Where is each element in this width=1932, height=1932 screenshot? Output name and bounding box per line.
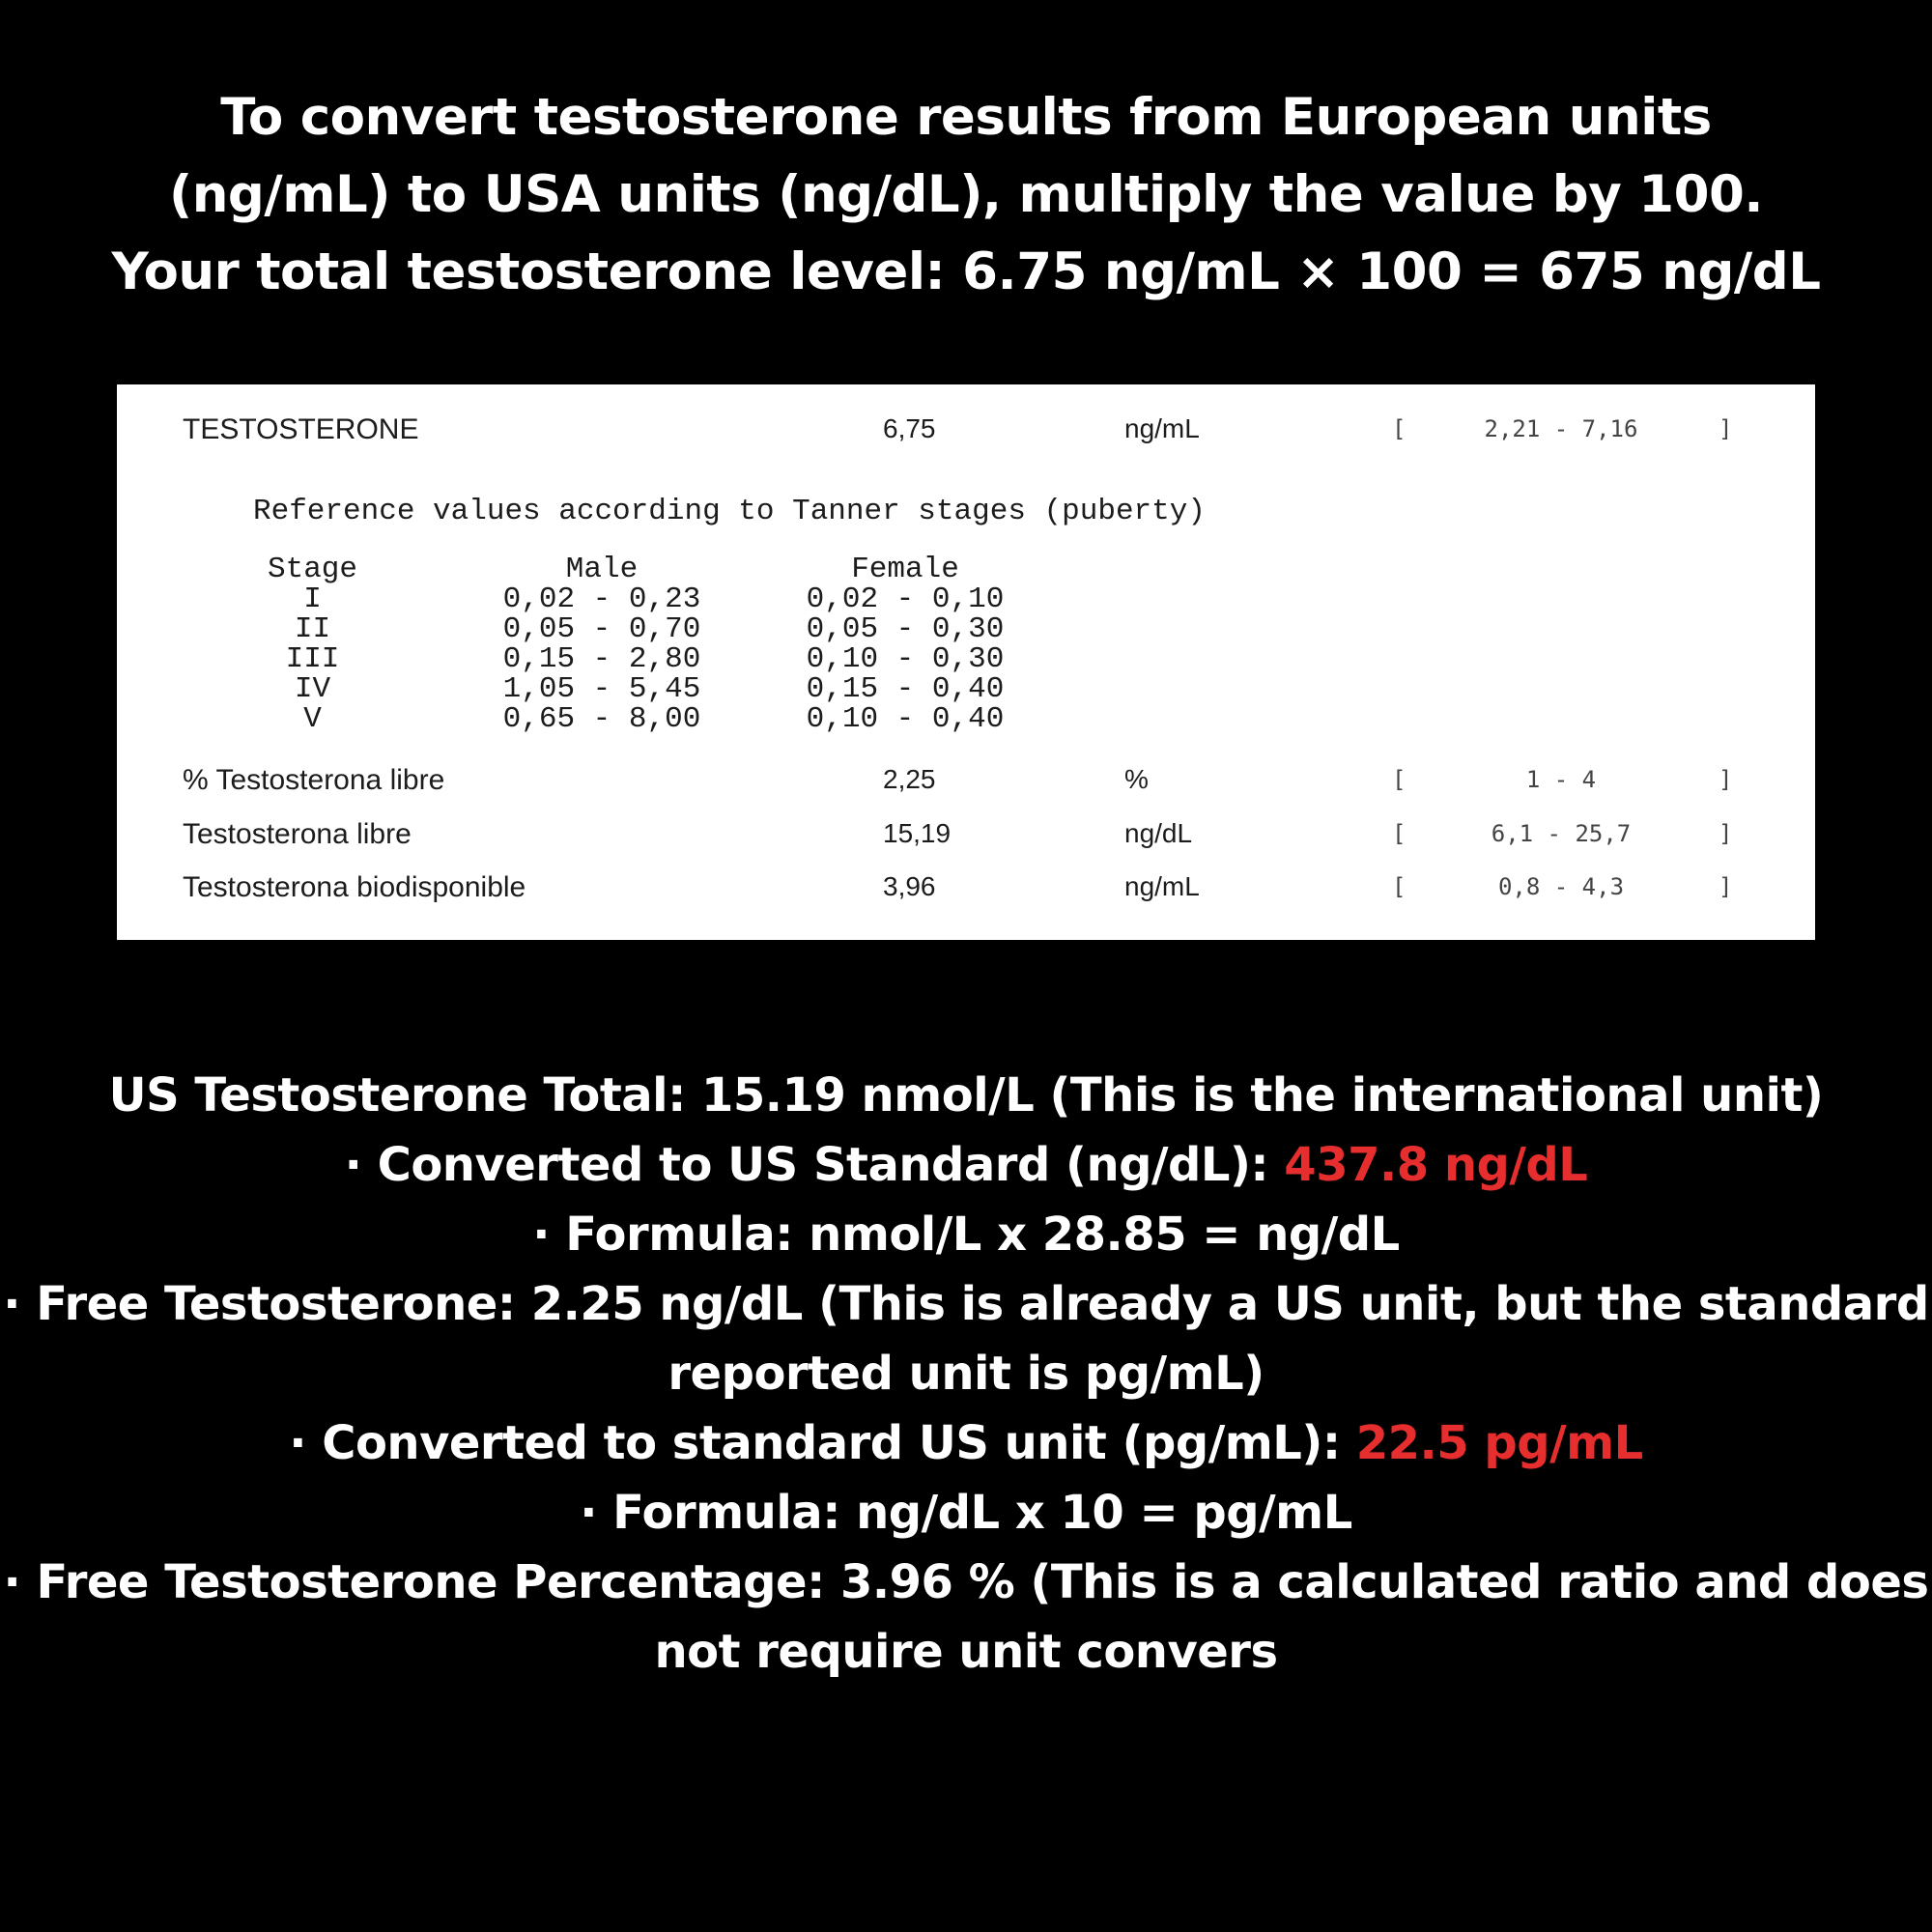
tanner-male: 1,05 - 5,45: [502, 672, 701, 706]
pct-free-name: % Testosterona libre: [183, 764, 445, 796]
tanner-row: [117, 644, 1815, 674]
free-unit: ng/dL: [1124, 818, 1193, 848]
note-line-6: [0, 1408, 1932, 1478]
tanner-stage: IV: [294, 672, 331, 706]
bio-row: [117, 871, 1815, 910]
range-bracket-open: [: [1392, 820, 1406, 847]
pct-free-range: 1 - 4: [1525, 766, 1597, 793]
tanner-male: 0,02 - 0,23: [502, 582, 701, 616]
note-line-8: · Free Testosterone Percentage: 3.96 % (This is a calculated ratio and does: [3, 1555, 1929, 1609]
tanner-header-row: [117, 554, 1815, 584]
tanner-female: 0,10 - 0,40: [806, 702, 1005, 736]
free-name: Testosterona libre: [183, 818, 412, 850]
range-bracket-close: ]: [1719, 766, 1733, 793]
tanner-male: 0,65 - 8,00: [502, 702, 701, 736]
range-bracket-close: ]: [1719, 873, 1733, 900]
tanner-stage: II: [294, 612, 331, 646]
free-value: 15,19: [883, 818, 952, 848]
note-line-7: · Formula: ng/dL x 10 = pg/mL: [580, 1486, 1352, 1540]
conversion-notes: [0, 1061, 1932, 1687]
tanner-female: 0,05 - 0,30: [806, 612, 1005, 646]
note-line-3: · Formula: nmol/L x 28.85 = ng/dL: [532, 1208, 1400, 1262]
tanner-header-stage: Stage: [267, 553, 357, 586]
tanner-header-female: Female: [851, 553, 959, 586]
tanner-male: 0,15 - 2,80: [502, 642, 701, 676]
testosterone-unit: ng/mL: [1124, 413, 1200, 443]
bio-range: 0,8 - 4,3: [1497, 873, 1625, 900]
tanner-female: 0,02 - 0,10: [806, 582, 1005, 616]
note-line-9: not require unit convers: [654, 1625, 1278, 1679]
range-bracket-open: [: [1392, 766, 1406, 793]
header-line-2: (ng/mL) to USA units (ng/dL), multiply the value by 100.: [168, 165, 1764, 224]
testosterone-range: 2,21 - 7,16: [1484, 415, 1638, 442]
tanner-stage: V: [303, 702, 322, 736]
tanner-row: [117, 584, 1815, 614]
note-line-2: [0, 1130, 1932, 1200]
converted-free-value: 22.5 pg/mL: [1355, 1416, 1643, 1470]
testosterone-value: 6,75: [883, 413, 936, 443]
testosterone-name: TESTOSTERONE: [183, 413, 419, 445]
tanner-row: [117, 614, 1815, 644]
pct-free-row: [117, 764, 1815, 803]
header-line-3: Your total testosterone level: 6.75 ng/mL × 100 = 675 ng/dL: [111, 242, 1821, 301]
tanner-stage: III: [285, 642, 340, 676]
pct-free-value: 2,25: [883, 764, 936, 794]
free-range: 6,1 - 25,7: [1491, 820, 1632, 847]
tanner-header-male: Male: [565, 553, 639, 586]
bio-name: Testosterona biodisponible: [183, 871, 526, 903]
tanner-stage: I: [303, 582, 322, 616]
note-line-5: reported unit is pg/mL): [668, 1347, 1264, 1401]
note-line-1: US Testosterone Total: 15.19 nmol/L (This is the international unit): [108, 1068, 1824, 1122]
converted-total-value: 437.8 ng/dL: [1284, 1138, 1588, 1192]
tanner-male: 0,05 - 0,70: [502, 612, 701, 646]
testosterone-row: [117, 413, 1815, 452]
range-bracket-close: ]: [1719, 820, 1733, 847]
header-line-1: To convert testosterone results from European units: [220, 88, 1712, 147]
range-bracket-open: [: [1392, 873, 1406, 900]
conversion-header: [0, 79, 1932, 311]
tanner-row: [117, 704, 1815, 734]
range-bracket-open: [: [1392, 415, 1406, 442]
free-row: [117, 818, 1815, 857]
bio-value: 3,96: [883, 871, 936, 901]
tanner-title: Reference values according to Tanner stages (puberty): [253, 495, 1206, 528]
bio-unit: ng/mL: [1124, 871, 1200, 901]
tanner-row: [117, 674, 1815, 704]
range-bracket-close: ]: [1719, 415, 1733, 442]
note-line-4: · Free Testosterone: 2.25 ng/dL (This is already a US unit, but the standard: [3, 1277, 1929, 1331]
pct-free-unit: %: [1124, 764, 1149, 794]
note-line-2-text: · Converted to US Standard (ng/dL):: [344, 1138, 1285, 1192]
lab-report-image: [117, 384, 1815, 940]
tanner-female: 0,15 - 0,40: [806, 672, 1005, 706]
note-line-6-text: · Converted to standard US unit (pg/mL):: [289, 1416, 1356, 1470]
tanner-female: 0,10 - 0,30: [806, 642, 1005, 676]
